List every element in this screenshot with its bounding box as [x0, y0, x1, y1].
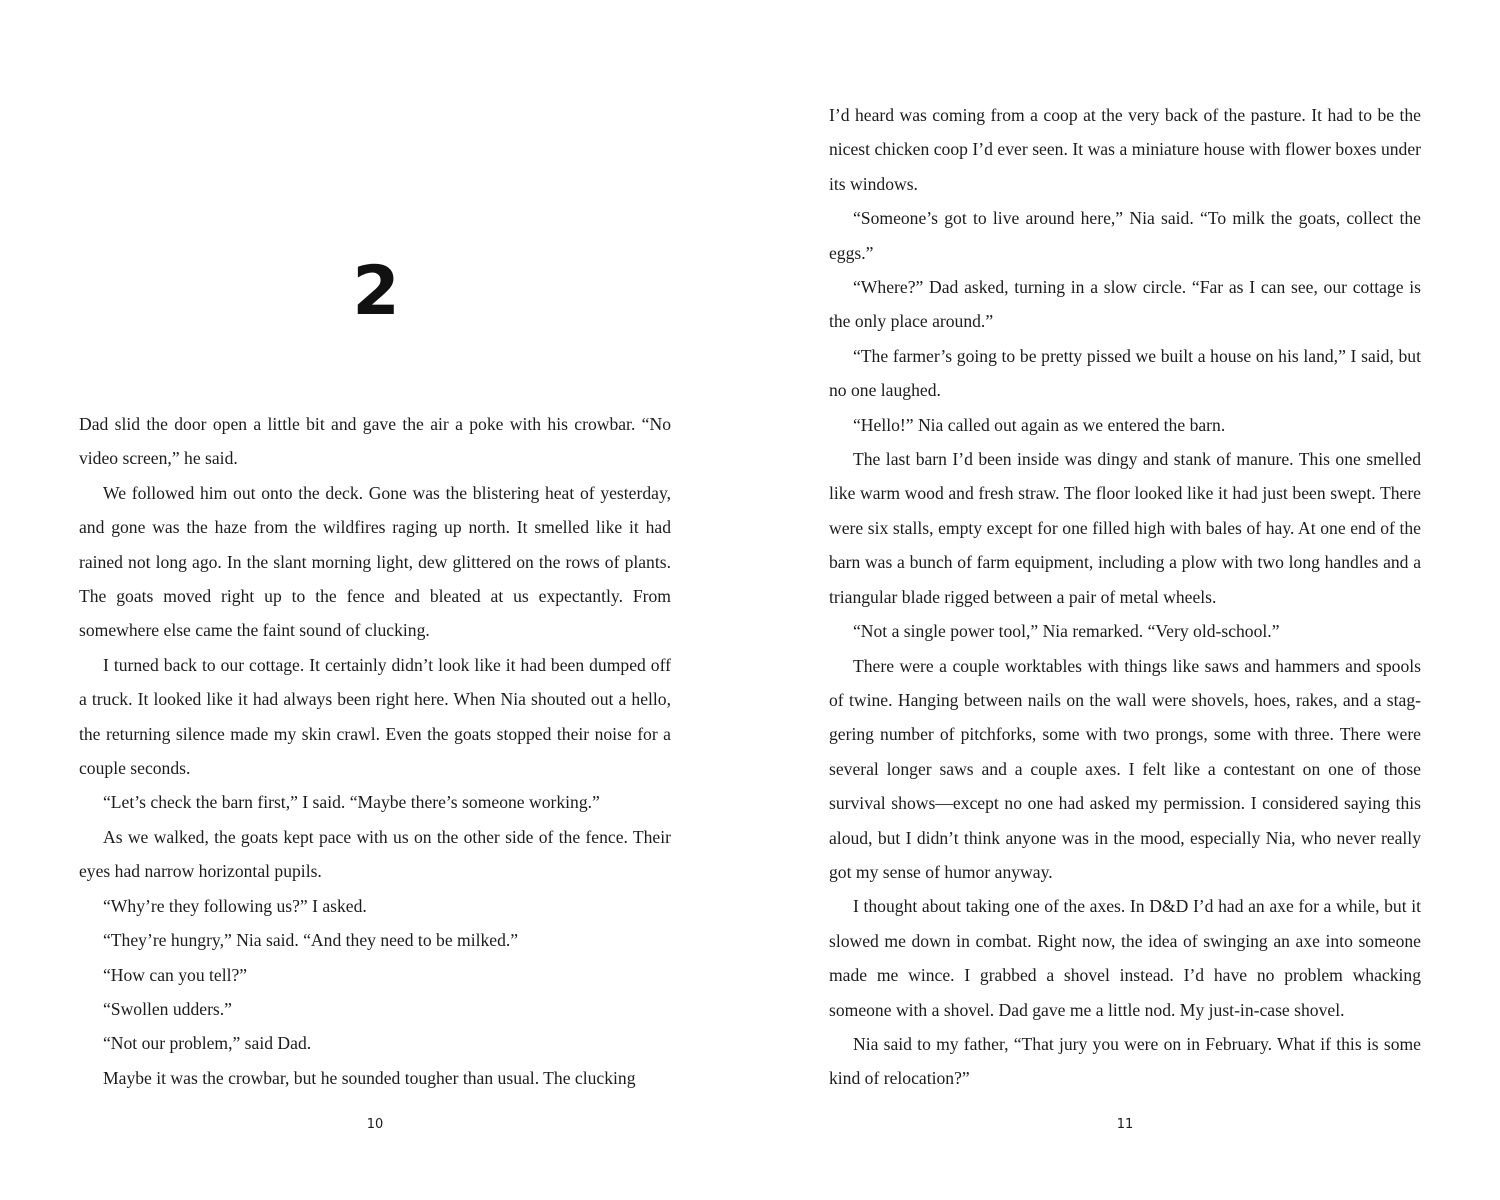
- left-page-text: [79, 407, 671, 1095]
- paragraph: There were a couple worktables with things like saws and hammers and spools of twine. Hanging between nails on the wall were shovels, hoes, rakes, and a staggering number of pitchforks, some with two prongs, some with three. There were several longer saws and a couple axes. I felt like a contestant on one of those survival shows—except no one had asked my permission. I considered saying this aloud, but I didn’t think anyone was in the mood, especially Nia, who never really got my sense of humor anyway.: [829, 655, 1421, 882]
- paragraph: “Swollen udders.”: [103, 998, 232, 1019]
- paragraph: I turned back to our cottage. It certainly didn’t look like it had been dumped off a truck. It looked like it had always been right here. When Nia shouted out a hello, the returning silence made my skin crawl. Even the goats stopped their noise for a couple seconds.: [79, 654, 671, 779]
- paragraph: I’d heard was coming from a coop at the very back of the pasture. It had to be the nicest chicken coop I’d ever seen. It was a miniature house with flower boxes under its windows.: [829, 105, 1421, 194]
- paragraph: Maybe it was the crowbar, but he sounded tougher than usual. The clucking: [103, 1067, 636, 1088]
- paragraph: Dad slid the door open a little bit and gave the air a poke with his crowbar. “No video screen,” he said.: [79, 414, 671, 469]
- paragraph: “Not our problem,” said Dad.: [103, 1033, 312, 1054]
- paragraph: “Let’s check the barn first,” I said. “Maybe there’s someone working.”: [103, 792, 600, 813]
- paragraph: “Why’re they following us?” I asked.: [103, 895, 367, 916]
- paragraph: “Someone’s got to live around here,” Nia said. “To milk the goats, collect the eggs.”: [829, 208, 1421, 263]
- paragraph: The last barn I’d been inside was dingy and stank of manure. This one smelled like warm wood and fresh straw. The floor looked like it had just been swept. There were six stalls, empty except for one filled high with bales of hay. At one end of the barn was a bunch of farm equipment, including a plow with two long handles and a triangular blade rigged between a pair of metal wheels.: [829, 449, 1421, 607]
- paragraph: We followed him out onto the deck. Gone was the blistering heat of yesterday, and gone was the haze from the wildfires raging up north. It smelled like it had rained not long ago. In the slant morning light, dew glittered on the rows of plants. The goats moved right up to the fence and bleated at us expectantly. From somewhere else came the faint sound of clucking.: [79, 482, 671, 641]
- paragraph: “Where?” Dad asked, turning in a slow circle. “Far as I can see, our cottage is the only place around.”: [829, 277, 1421, 332]
- right-page: [750, 0, 1500, 1200]
- paragraph: I thought about taking one of the axes. In D&D I’d had an axe for a while, but it slowed me down in combat. Right now, the idea of swinging an axe into someone made me wince. I grabbed a shovel instead. I’d have no problem whacking someone with a shovel. Dad gave me a little nod. My just-in-case shovel.: [829, 896, 1421, 1020]
- page-number: 10: [366, 1117, 384, 1132]
- paragraph: “The farmer’s going to be pretty pissed we built a house on his land,” I said, but no one laughed.: [829, 345, 1421, 401]
- paragraph: Nia said to my father, “That jury you were on in February. What if this is some kind of relocation?”: [829, 1033, 1421, 1089]
- paragraph: As we walked, the goats kept pace with us on the other side of the fence. Their eyes had narrow horizontal pupils.: [79, 826, 671, 882]
- page-number: 11: [1116, 1117, 1134, 1132]
- right-page-text: [829, 98, 1421, 1096]
- paragraph: “Not a single power tool,” Nia remarked. “Very old-school.”: [853, 621, 1280, 642]
- chapter-number: 2: [352, 252, 398, 331]
- paragraph: “They’re hungry,” Nia said. “And they need to be milked.”: [103, 930, 519, 951]
- paragraph: “Hello!” Nia called out again as we entered the barn.: [853, 414, 1226, 435]
- paragraph: “How can you tell?”: [103, 964, 248, 985]
